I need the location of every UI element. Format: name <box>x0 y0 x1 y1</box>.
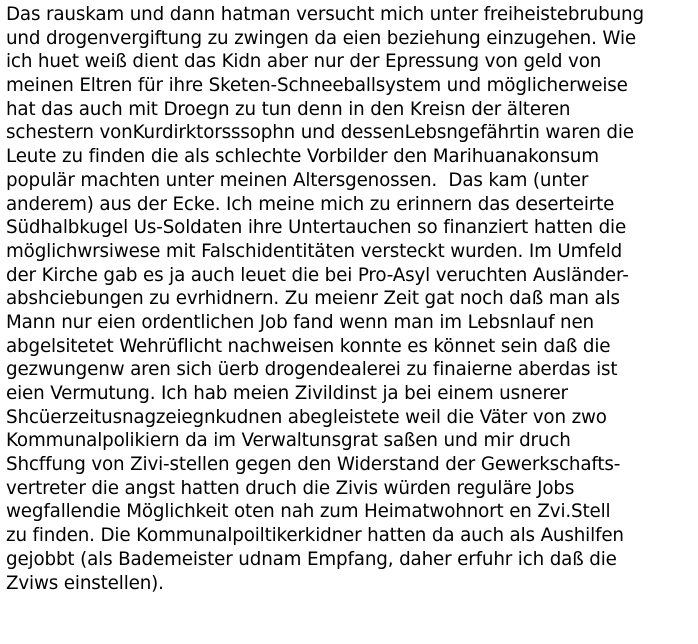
text-line: Leute zu finden die als schlechte Vorbilder den Marihuanakonsum <box>6 146 599 168</box>
text-line: wegfallendie Möglichkeit oten nah zum Heimatwohnort en Zvi.Stell <box>6 501 611 523</box>
text-line: gejobbt (als Bademeister udnam Empfang, daher erfuhr ich daß die <box>6 548 617 570</box>
text-line: schestern vonKurdirktorsssophn und dessenLebsngefährtin waren die <box>6 122 634 144</box>
text-line: abgelsitetet Wehrüflicht nachweisen konnte es könnet sein daß die <box>6 335 611 357</box>
text-line: eien Vermutung. Ich hab meien Zivildinst ja bei einem usnerer <box>6 383 568 404</box>
text-line: und drogenvergiftung zu zwingen da eien beziehung einzugehen. Wie <box>6 27 636 49</box>
text-line: populär machten unter meinen Altersgenossen. Das kam (unter <box>6 169 589 191</box>
text-line: hat das auch mit Droegn zu tun denn in den Kreisn der älteren <box>6 98 571 120</box>
text-line: Südhalbkugel Us-Soldaten ihre Untertauchen so finanziert hatten die <box>6 217 627 239</box>
text-line: Das rauskam und dann hatman versucht mich unter freiheistebrubung <box>6 4 644 25</box>
text-line: meinen Eltren für ihre Sketen-Schneeballsystem und möglicherweise <box>6 75 628 97</box>
text-line: Shcüerzeitusnagzeiegnkudnen abegleistete weil die Väter von zwo <box>6 406 607 428</box>
text-line: vertreter die angst hatten druch die Zivis würden reguläre Jobs <box>6 477 575 499</box>
text-line: Zviws einstellen). <box>6 572 164 594</box>
text-line: gezwungenw aren sich üerb drogendealerei zu finaierne aberdas ist <box>6 359 618 381</box>
text-line: abshciebungen zu evrhidnern. Zu meienr Zeit gat noch daß man als <box>6 288 620 310</box>
text-line: ich huet weiß dient das Kidn aber nur der Epressung von geld von <box>6 51 602 73</box>
text-line: Kommunalpolikiern da im Verwaltunsgrat saßen und mir druch <box>6 430 571 452</box>
text-line: der Kirche gab es ja auch leuet die bei Pro-Asyl veruchten Ausländer- <box>6 264 629 286</box>
text-line: zu finden. Die Kommunalpoiltikerkidner hatten da auch als Aushilfen <box>6 525 624 547</box>
text-line: anderem) aus der Ecke. Ich meine mich zu erinnern das deserteirte <box>6 193 615 215</box>
document-body <box>6 3 696 595</box>
text-line: Mann nur eien ordentlichen Job fand wenn man im Lebsnlauf nen <box>6 311 594 333</box>
text-line: Shcffung von Zivi-stellen gegen den Widerstand der Gewerkschafts- <box>6 454 621 476</box>
text-line: möglichwrsiwese mit Falschidentitäten versteckt wurden. Im Umfeld <box>6 240 623 262</box>
